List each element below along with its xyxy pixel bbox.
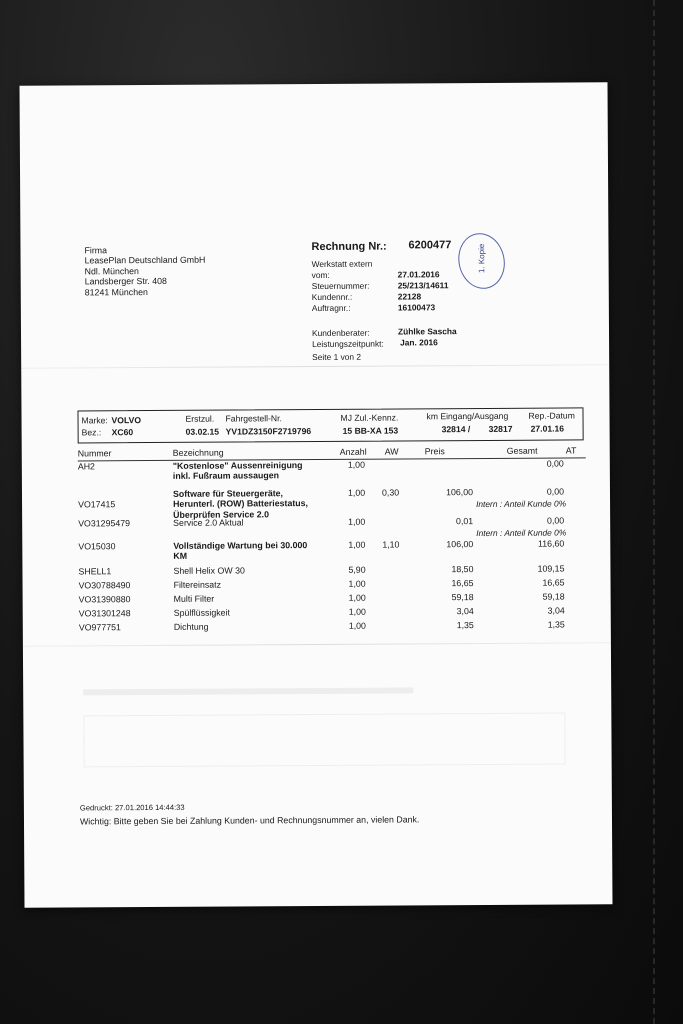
table-row — [78, 577, 587, 591]
item-total: 59,18 — [542, 591, 565, 602]
header-bezeichnung: Bezeichnung — [172, 447, 224, 458]
item-total: 116,60 — [538, 538, 565, 549]
description-line: Filtereinsatz — [173, 579, 221, 590]
item-number: VO30788490 — [78, 580, 131, 591]
item-total: 0,00 — [546, 486, 565, 497]
vehicle-info-box — [77, 407, 583, 443]
km-label: km Eingang/Ausgang — [426, 410, 509, 422]
period-label: Leistungszeitpunkt: — [312, 338, 384, 350]
invoice-title: Rechnung Nr.: — [311, 240, 387, 254]
item-quantity: 1,00 — [347, 459, 365, 470]
model-value: XC60 — [111, 427, 134, 438]
header-gesamt: Gesamt — [506, 445, 538, 456]
item-total: 109,15 — [537, 563, 565, 574]
invoice-subtitle: Werkstatt extern — [311, 258, 373, 270]
header-preis: Preis — [424, 446, 445, 457]
model-label: Bez.: — [81, 427, 102, 438]
description-line: inkl. Fußraum aussaugen — [172, 470, 279, 482]
description-line: Software für Steuergeräte, — [172, 488, 284, 499]
description-line: Multi Filter — [173, 593, 215, 604]
item-description — [174, 580, 221, 591]
header-aw: AW — [384, 446, 399, 457]
payment-notice: Wichtig: Bitte geben Sie bei Zahlung Kunden- und Rechnungsnummer an, vielen Dank. — [79, 814, 420, 827]
item-number: VO15030 — [78, 541, 116, 552]
reg-value: 03.02.15 — [185, 426, 220, 437]
description-line: "Kostenlose" Aussenreinigung — [172, 460, 303, 471]
item-description — [173, 565, 244, 576]
sender-address — [84, 245, 205, 298]
field-value: 16100473 — [397, 302, 436, 313]
vin-label: Fahrgestell-Nr. — [225, 413, 282, 424]
show-through-print — [83, 682, 583, 765]
table-row — [78, 486, 586, 520]
item-price: 16,65 — [451, 578, 474, 589]
item-quantity: 1,00 — [348, 620, 366, 631]
rep-date-label: Rep.-Datum — [528, 410, 575, 421]
field-label: Auftragnr.: — [311, 302, 351, 314]
header-nummer: Nummer — [77, 448, 112, 459]
copy-stamp — [453, 229, 510, 294]
description-line: Überprüfen Service 2.0 — [173, 509, 269, 520]
header-at: AT — [565, 445, 577, 456]
item-aw: 1,10 — [382, 539, 400, 550]
field-value: 25/213/14611 — [397, 280, 449, 291]
description-line: Service 2.0 Aktual — [173, 517, 244, 528]
table-row — [78, 605, 587, 619]
item-price: 106,00 — [446, 487, 474, 498]
item-description — [173, 517, 243, 528]
item-number: VO977751 — [78, 622, 121, 633]
field-value: 27.01.2016 — [397, 269, 440, 280]
item-total: 0,00 — [547, 515, 565, 526]
item-total: 0,00 — [546, 458, 564, 469]
item-description — [174, 608, 230, 619]
rep-date-value: 27.01.16 — [530, 423, 565, 434]
period-value: Jan. 2016 — [400, 337, 438, 348]
item-total: 3,04 — [547, 605, 565, 616]
printed-timestamp: Gedruckt: 27.01.2016 14:44:33 — [79, 802, 185, 813]
invoice-number: 6200477 — [408, 239, 452, 252]
item-price: 0,01 — [456, 516, 474, 527]
item-quantity: 5,90 — [348, 564, 366, 575]
field-label: Steuernummer: — [311, 280, 370, 292]
item-price: 59,18 — [451, 592, 474, 603]
item-quantity: 1,00 — [348, 606, 366, 617]
description-line: KM — [173, 551, 188, 562]
km-in-value: 32814 / — [441, 424, 471, 435]
km-out-value: 32817 — [488, 423, 513, 434]
copy-stamp-text: 1. Kopie — [477, 243, 487, 274]
table-row — [78, 591, 587, 605]
item-description — [174, 594, 215, 605]
sender-line: Landsberger Str. 408 — [84, 276, 167, 287]
item-number: VO17415 — [78, 499, 116, 510]
item-price: 18,50 — [451, 564, 474, 575]
item-description — [173, 460, 303, 482]
item-price: 1,35 — [456, 620, 474, 631]
description-line: Herunterl. (ROW) Batteriestatus, — [173, 498, 308, 510]
header-anzahl: Anzahl — [339, 446, 367, 457]
field-value: 22128 — [397, 291, 422, 302]
sender-line: Firma — [84, 245, 108, 256]
sender-line: 81241 München — [84, 286, 148, 298]
field-label: Kundennr.: — [311, 291, 353, 303]
seat-seam — [653, 0, 665, 1024]
item-note: Intern : Anteil Kunde 0% — [476, 527, 567, 539]
advisor-label: Kundenberater: — [311, 327, 370, 339]
description-line: Vollständige Wartung bei 30.000 — [173, 540, 308, 551]
item-quantity: 1,00 — [348, 592, 366, 603]
table-row — [78, 515, 586, 539]
vin-value: YV1DZ3150F2719796 — [225, 426, 312, 437]
item-description — [173, 488, 308, 520]
item-total: 1,35 — [547, 619, 565, 630]
fold-line-lower — [23, 642, 611, 647]
make-value: VOLVO — [111, 415, 142, 426]
description-line: Shell Helix OW 30 — [173, 565, 245, 576]
item-aw: 0,30 — [381, 487, 400, 498]
item-quantity: 1,00 — [348, 516, 366, 527]
field-label: vom: — [311, 269, 330, 281]
item-quantity: 1,00 — [348, 539, 366, 550]
plate-value: 15 BB-XA 153 — [342, 425, 399, 436]
item-number: AH2 — [77, 461, 95, 472]
sender-line: Ndl. München — [84, 265, 139, 277]
item-number: VO31390880 — [78, 594, 131, 605]
item-quantity: 1,00 — [347, 487, 366, 498]
description-line: Spülflüssigkeit — [173, 607, 230, 618]
page-indicator: Seite 1 von 2 — [312, 351, 362, 363]
mj-label: MJ Zul.-Kennz. — [340, 412, 399, 423]
invoice-paper — [19, 82, 612, 908]
advisor-value: Zühlke Sascha — [397, 326, 457, 337]
table-row — [78, 619, 587, 633]
table-row — [78, 538, 586, 562]
fold-line-upper — [21, 364, 609, 369]
item-number: SHELL1 — [78, 566, 112, 577]
item-description — [174, 622, 209, 633]
item-price: 3,04 — [456, 606, 474, 617]
sender-line: LeasePlan Deutschland GmbH — [84, 255, 206, 266]
reg-label: Erstzul. — [185, 413, 215, 424]
item-description — [173, 540, 307, 562]
description-line: Dichtung — [173, 621, 209, 632]
item-number: VO31301248 — [78, 608, 131, 619]
item-number: VO31295479 — [78, 518, 131, 529]
item-total: 16,65 — [542, 577, 565, 588]
item-price: 106,00 — [446, 539, 474, 550]
make-label: Marke: — [81, 415, 108, 426]
table-row — [78, 563, 586, 577]
item-note: Intern : Anteil Kunde 0% — [476, 498, 567, 510]
item-quantity: 1,00 — [348, 578, 366, 589]
